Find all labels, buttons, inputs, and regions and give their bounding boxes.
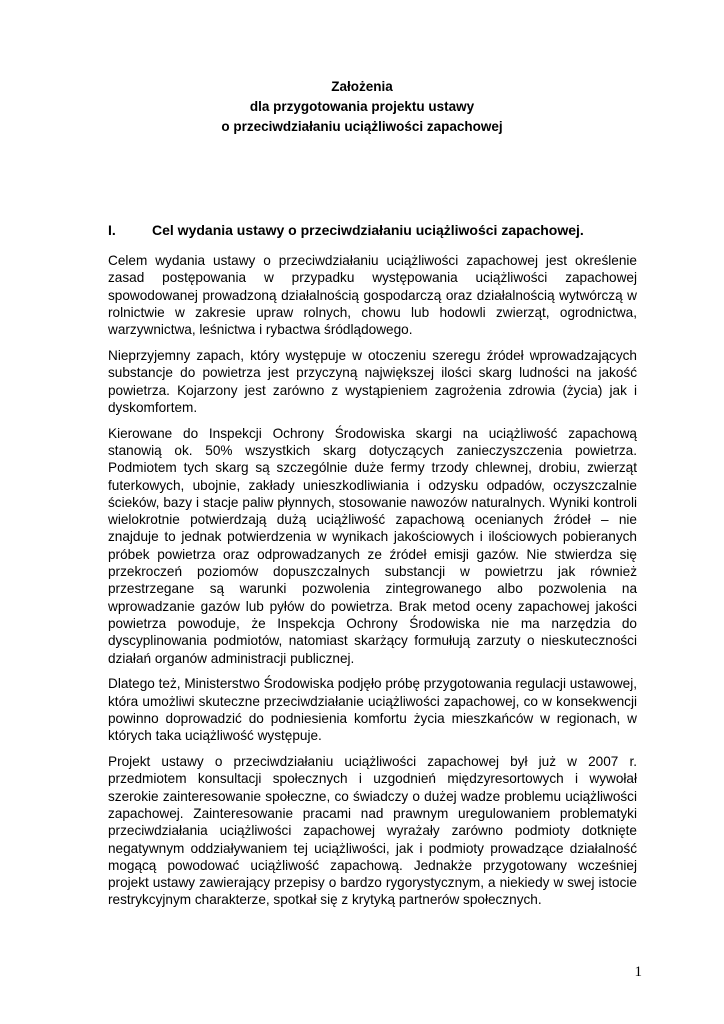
- page-number: 1: [634, 964, 642, 980]
- title-line-1: Założenia: [331, 79, 393, 94]
- document-body: [108, 252, 637, 917]
- title-line-3: o przeciwdziałaniu uciążliwości zapachowej: [221, 119, 503, 134]
- document-title: [0, 77, 724, 137]
- paragraph-2: Nieprzyjemny zapach, który występuje w otoczeniu szeregu źródeł wprowadzających substancje do powietrza jest przyczyną największej ilości skarg ludności na jakość powietrza. Kojarzony jest zarówno z wystąpieniem zagrożenia zdrowia (życia) jak i dyskomfortem.: [108, 347, 637, 415]
- section-heading: [108, 220, 628, 240]
- section-number: I.: [108, 222, 116, 238]
- section-heading-text: Cel wydania ustawy o przeciwdziałaniu uciążliwości zapachowej.: [152, 222, 584, 238]
- paragraph-3: Kierowane do Inspekcji Ochrony Środowiska skargi na uciążliwość zapachową stanowią ok. 50% wszystkich skarg dotyczących zanieczyszczenia powietrza. Podmiotem tych skarg są szczególnie duże fermy trzody chlewnej, drobiu, zwierząt futerkowych, ubojnie, zakłady unieszkodliwiania i odzysku odpadów, oczyszczalnie ścieków, bazy i stacje paliw płynnych, stosowanie nawozów naturalnych. Wyniki kontroli wielokrotnie potwierdzają dużą uciążliwość zapachową ocenianych źródeł – nie znajduje to jednak potwierdzenia w wynikach jakościowych i ilościowych pobieranych próbek powietrza oraz odprowadzanych ze źródeł emisji gazów. Nie stwierdza się przekroczeń poziomów dopuszczalnych substancji w powietrzu jak również przestrzegane są warunki pozwolenia zintegrowanego albo pozwolenia na wprowadzanie gazów lub pyłów do powietrza. Brak metod oceny zapachowej jakości powietrza powoduje, że Inspekcja Ochrony Środowiska nie ma narzędzia do dyscyplinowania podmiotów, natomiast skarżący formułują zarzuty o nieskuteczności działań organów administracji publicznej.: [108, 425, 637, 666]
- paragraph-1: Celem wydania ustawy o przeciwdziałaniu uciążliwości zapachowej jest określenie zasad postępowania w przypadku występowania uciążliwości zapachowej spowodowanej prowadzoną działalnością gospodarczą oraz działalnością wytwórczą w rolnictwie w zakresie upraw rolnych, chowu lub hodowli zwierząt, ogrodnictwa, warzywnictwa, leśnictwa i rybactwa śródlądowego.: [108, 253, 637, 338]
- paragraph-5: Projekt ustawy o przeciwdziałaniu uciążliwości zapachowej był już w 2007 r. przedmiotem konsultacji społecznych i uzgodnień międzyresortowych i wywołał szerokie zainteresowanie społeczne, co świadczy o dużej wadze problemu uciążliwości zapachowej. Zainteresowanie pracami nad prawnym uregulowaniem problematyki przeciwdziałania uciążliwości zapachowej wyrażały zarówno podmioty dotknięte negatywnym oddziaływaniem tej uciążliwości, jak i podmioty prowadzące działalność mogącą powodować uciążliwość zapachową. Jednakże przygotowany wcześniej projekt ustawy zawierający przepisy o bardzo rygorystycznym, a niekiedy w swej istocie restrykcyjnym charakterze, spotkał się z krytyką partnerów społecznych.: [108, 754, 637, 908]
- title-line-2: dla przygotowania projektu ustawy: [249, 99, 475, 114]
- paragraph-4: Dlatego też, Ministerstwo Środowiska podjęło próbę przygotowania regulacji ustawowej, która umożliwi skuteczne przeciwdziałanie uciążliwości zapachowej, co w konsekwencji powinno doprowadzić do podniesienia komfortu życia mieszkańców w regionach, w których taka uciążliwość występuje.: [108, 676, 637, 744]
